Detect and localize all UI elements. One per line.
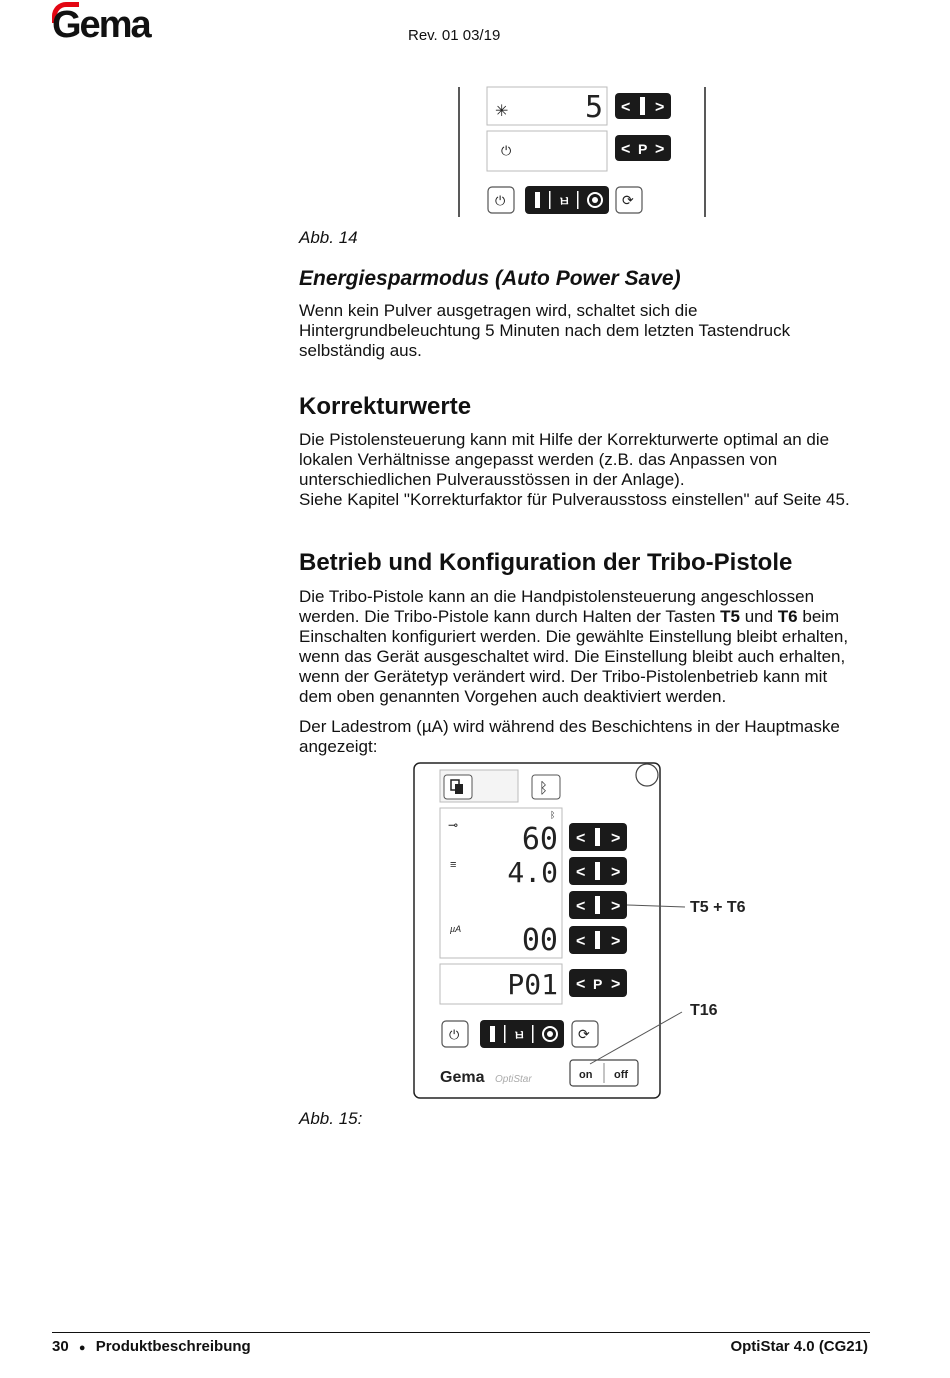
- text-line: lokalen Verhältnisse angepasst werden (z.B. das Anpassen von: [299, 450, 778, 469]
- mode-selector-button[interactable]: [525, 186, 609, 214]
- reset-button[interactable]: [572, 1021, 598, 1047]
- display-value-5: 5: [585, 90, 604, 125]
- value-gun-voltage: 60: [521, 822, 558, 857]
- svg-text:⏻: ⏻: [449, 1027, 460, 1042]
- svg-text:<: <: [621, 141, 631, 158]
- text-line: wenn der Gerätetyp verändert wird. Der Tribo-Pistolenbetrieb kann mit: [299, 667, 828, 686]
- text-line: Der Ladestrom (µA) wird während des Beschichtens in der Hauptmaske: [299, 717, 840, 736]
- svg-text:⟳: ⟳: [578, 1026, 590, 1042]
- power-switch-t16[interactable]: [570, 1060, 638, 1086]
- mode-selector-button[interactable]: [480, 1020, 564, 1048]
- brightness-adjust-button[interactable]: [615, 93, 671, 119]
- energy-save-paragraph: [299, 301, 879, 361]
- brightness-icon: ✳: [495, 103, 509, 120]
- text-line: wenn das Gerät ausgeschaltet wird. Die Einstellung bleibt auch erhalten,: [299, 647, 846, 666]
- correction-values-paragraph: [299, 430, 899, 510]
- text-line: Die Pistolensteuerung kann mit Hilfe der Korrekturwerte optimal an die: [299, 430, 830, 449]
- bluetooth-status-icon: ᛒ: [550, 810, 556, 820]
- bullet-icon: ●: [78, 1342, 86, 1354]
- figure-15-device: [410, 760, 770, 1105]
- svg-text:<: <: [576, 830, 586, 847]
- svg-text:>: >: [611, 830, 621, 847]
- program-button[interactable]: [569, 969, 627, 997]
- footer-divider: [52, 1332, 870, 1333]
- program-button[interactable]: [615, 135, 671, 161]
- value-powder-output: 4.0: [507, 856, 558, 889]
- text-line: unterschiedlichen Pulverausstössen in der Anlage).: [299, 470, 685, 489]
- adjust-button-2[interactable]: [569, 857, 627, 885]
- copy-button[interactable]: [444, 775, 472, 799]
- adjust-button-1[interactable]: [569, 823, 627, 851]
- energy-save-heading: Energiesparmodus (Auto Power Save): [299, 267, 681, 290]
- gema-logo: Gema: [52, 4, 150, 46]
- powder-icon: ≡: [450, 859, 457, 871]
- svg-text:ㅂ: ㅂ: [558, 194, 571, 209]
- switch-off-label: off: [614, 1069, 629, 1081]
- svg-text:>: >: [655, 141, 665, 158]
- device-brand: Gema: [440, 1069, 485, 1086]
- footer-left: [52, 1338, 251, 1355]
- figure-14-device: [455, 85, 710, 220]
- bluetooth-icon: ᛒ: [539, 780, 549, 797]
- text-line: Hintergrundbeleuchtung 5 Minuten nach dem letzten Tastendruck: [299, 321, 791, 340]
- tribo-heading: Betrieb und Konfiguration der Tribo-Pistole: [299, 549, 793, 576]
- adjust-button-4[interactable]: [569, 926, 627, 954]
- text-line: Wenn kein Pulver ausgetragen wird, schaltet sich die: [299, 301, 698, 320]
- footer-product: OptiStar 4.0 (CG21): [730, 1338, 868, 1355]
- svg-text:>: >: [655, 99, 665, 116]
- text-line: Die Tribo-Pistole kann an die Handpistolensteuerung angeschlossen: [299, 587, 815, 606]
- reset-button[interactable]: [616, 187, 642, 213]
- value-current: 00: [521, 923, 558, 958]
- svg-text:>: >: [611, 864, 621, 881]
- svg-text:>: >: [611, 976, 621, 993]
- correction-values-heading: Korrekturwerte: [299, 393, 472, 420]
- tribo-paragraph-1: [299, 587, 879, 707]
- unit-label: µA: [450, 924, 462, 934]
- svg-text:>: >: [611, 898, 621, 915]
- svg-text:P: P: [638, 141, 648, 157]
- svg-text:<: <: [576, 933, 586, 950]
- figure-15-caption: Abb. 15:: [299, 1109, 363, 1128]
- svg-text:⏻: ⏻: [495, 193, 506, 208]
- callout-t16: T16: [690, 1002, 718, 1019]
- switch-on-label: on: [579, 1069, 593, 1081]
- svg-text:<: <: [576, 864, 586, 881]
- footer-section: Produktbeschreibung: [95, 1338, 251, 1355]
- tribo-paragraph-2: [299, 717, 879, 757]
- svg-text:<: <: [621, 99, 631, 116]
- program-display: P01: [507, 968, 558, 1001]
- adjust-button-t5-t6[interactable]: [569, 891, 627, 919]
- svg-text:ㅂ: ㅂ: [513, 1028, 526, 1043]
- page-number: 30: [52, 1338, 69, 1355]
- text-line: werden. Die Tribo-Pistole kann durch Halten der Tasten T5 und T6 beim: [299, 607, 840, 626]
- power-icon: ⏻: [501, 143, 512, 158]
- standby-button[interactable]: [488, 187, 514, 213]
- standby-button[interactable]: [442, 1021, 468, 1047]
- text-line: angezeigt:: [299, 737, 378, 756]
- text-line: selbständig aus.: [299, 341, 422, 360]
- revision-label: Rev. 01 03/19: [408, 27, 501, 44]
- svg-text:>: >: [611, 933, 621, 950]
- text-line: Einschalten konfiguriert werden. Die gewählte Einstellung bleibt erhalten,: [299, 627, 849, 646]
- svg-text:<: <: [576, 898, 586, 915]
- device-model: OptiStar: [495, 1074, 532, 1085]
- bluetooth-button[interactable]: [532, 775, 560, 799]
- svg-text:<: <: [576, 976, 586, 993]
- svg-text:P: P: [593, 976, 603, 992]
- callout-t5-t6: T5 + T6: [690, 899, 746, 916]
- gun-icon: ⊸: [448, 818, 459, 832]
- text-line: Siehe Kapitel "Korrekturfaktor für Pulverausstoss einstellen" auf Seite 45.: [299, 490, 850, 509]
- svg-text:⟳: ⟳: [622, 192, 634, 208]
- text-line: dem oben genannten Vorgehen auch deaktiviert werden.: [299, 687, 727, 706]
- figure-14-caption: Abb. 14: [299, 228, 358, 247]
